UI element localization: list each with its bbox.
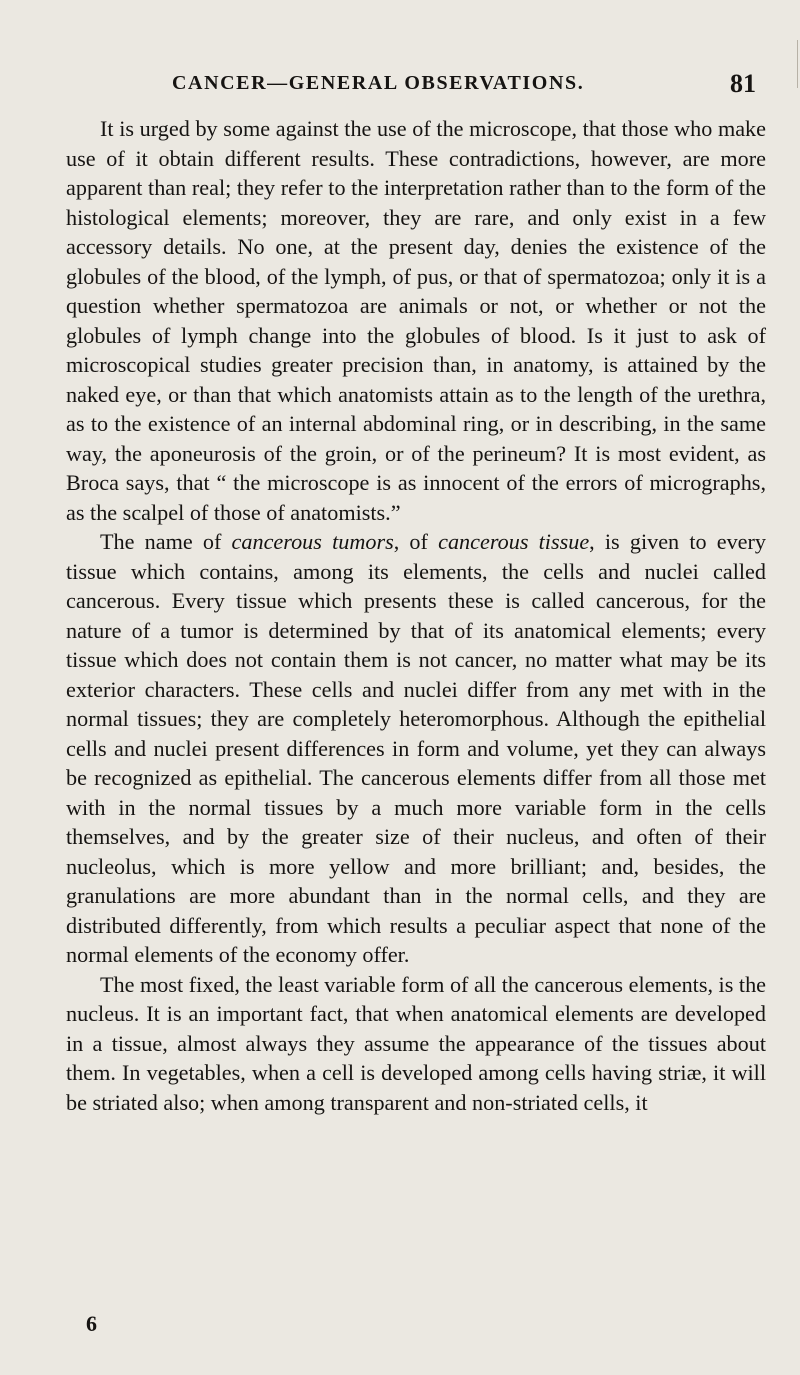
paragraph-2-text-part: , is given to every tissue which contains, among its elements, the cells and nuclei called cancerous. Every tissue which presents these is called cancerous, for the nature of a tumor is determined by that of its anatomical elements; every tissue which does not contain them is not cancer, no matter what may be its exterior characters. These cells and nuclei differ from any met with in the normal tissues; they are completely heteromorphous. Although the epithelial cells and nuclei present differences in form and volume, yet they can always be recognized as epithelial. The cancerous elements differ from all those met with in the normal tissues by a much more variable form in the cells themselves, and by the greater size of their nucleus, and often of their nucleolus, which is more yellow and more brilliant; and, besides, the granulations are more abundant than in the normal cells, and they are distributed differently, from which results a peculiar aspect that none of the normal elements of the economy offer.	[66, 529, 767, 967]
running-head-title: CANCER—GENERAL OBSERVATIONS.	[172, 72, 585, 94]
signature-mark: 6	[86, 1311, 97, 1336]
page-number: 81	[730, 69, 756, 98]
paragraph-2	[66, 527, 766, 970]
paragraph-3-text: The most fixed, the least variable form of all the cancerous elements, is the nucleus. It is an important fact, that when anatomical elements are developed in a tissue, almost always they assume the appearance of the tissues about them. In vegetables, when a cell is developed among cells having striæ, it will be striated also; when among transparent and non-striated cells, it	[66, 971, 767, 1115]
paragraph-1-text: It is urged by some against the use of the microscope, that those who make use of it obtain different results. These contradictions, however, are more apparent than real; they refer to the interpretation rather than to the form of the histological elements; moreover, they are rare, and only exist in a few accessory details. No one, at the present day, denies the existence of the globules of the blood, of the lymph, of pus, or that of spermatozoa; only it is a question whether spermatozoa are animals or not, or whether or not the globules of lymph change into the globules of blood. Is it just to ask of microscopical studies greater precision than, in anatomy, is attained by the naked eye, or than that which anatomists attain as to the length of the urethra, as to the existence of an internal abdominal ring, or in describing, in the same way, the aponeurosis of the groin, or of the perineum? It is most evident, as Broca says, that “ the microscope is as innocent of the errors of micrographs, as the scalpel of those of anatomists.”	[66, 116, 766, 525]
paragraph-2-text-part: The name of	[100, 529, 232, 554]
page-edge-mark	[797, 40, 798, 88]
italic-term-cancerous-tumors: cancerous tumors	[231, 529, 394, 554]
paragraph-2-text-part: , of	[393, 529, 439, 554]
paragraph-1	[66, 114, 766, 527]
body-text	[66, 114, 766, 1117]
italic-term-cancerous-tissue: cancerous tissue	[438, 529, 590, 554]
running-head	[68, 69, 768, 106]
paragraph-3	[66, 970, 766, 1118]
